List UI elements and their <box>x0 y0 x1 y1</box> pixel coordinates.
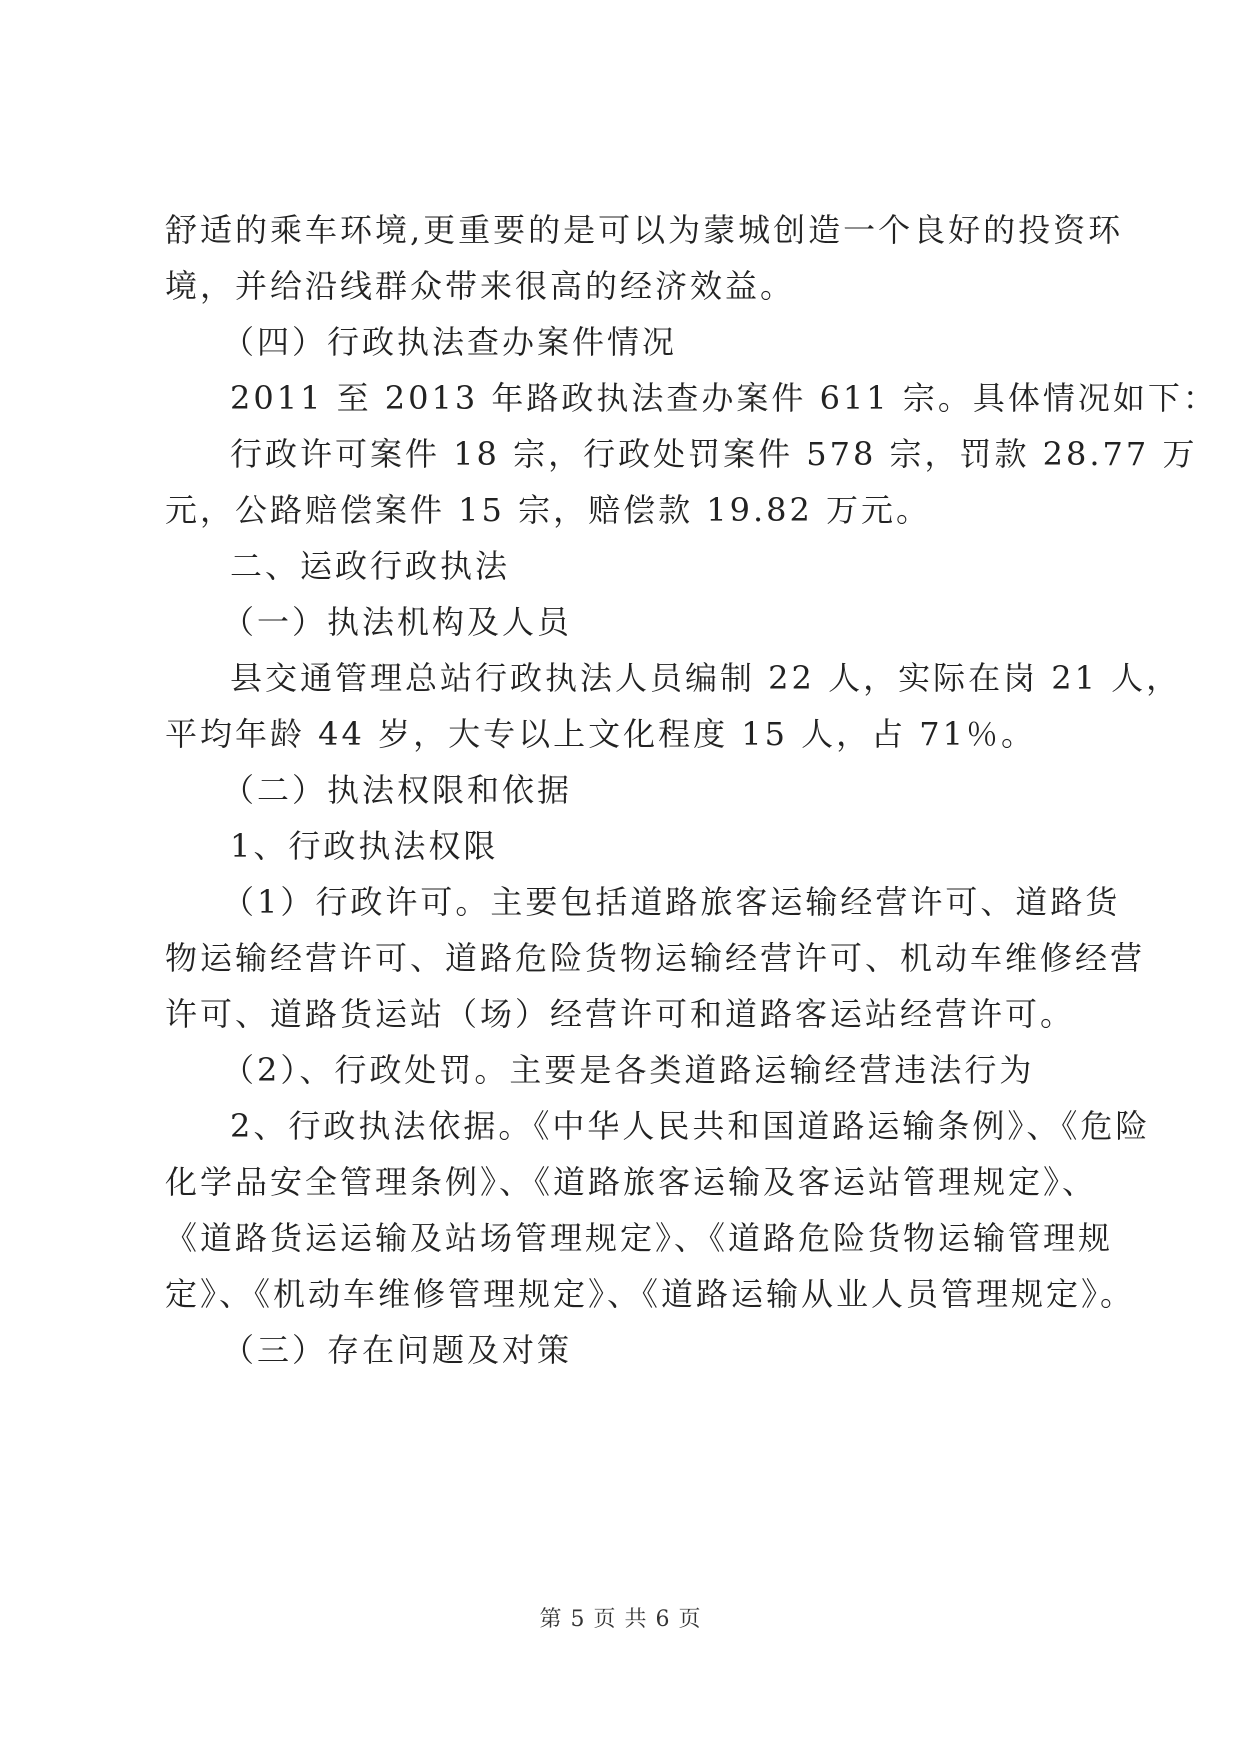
section-heading: （四）行政执法查办案件情况 <box>222 323 678 361</box>
page-number-footer: 第 5 页 共 6 页 <box>539 1607 702 1632</box>
paragraph-line: 物运输经营许可、道路危险货物运输经营许可、机动车维修经营 <box>165 939 1146 977</box>
paragraph-line: （2）、行政处罚。主要是各类道路运输经营违法行为 <box>222 1051 1035 1089</box>
section-heading: （三）存在问题及对策 <box>222 1331 573 1369</box>
paragraph-line: 平均年龄 44 岁，大专以上文化程度 15 人，占 71％。 <box>165 715 1037 753</box>
paragraph-line: 境，并给沿线群众带来很高的经济效益。 <box>165 267 796 305</box>
section-heading: （二）执法权限和依据 <box>222 771 573 809</box>
paragraph-line: 元，公路赔偿案件 15 宗，赔偿款 19.82 万元。 <box>165 491 932 529</box>
section-heading: 二、运政行政执法 <box>230 547 511 585</box>
section-heading: 1、行政执法权限 <box>230 827 499 865</box>
paragraph-line: 《道路货运运输及站场管理规定》、《道路危险货物运输管理规 <box>165 1219 1114 1257</box>
paragraph-line: 化学品安全管理条例》、《道路旅客运输及客运站管理规定》、 <box>165 1163 1098 1201</box>
paragraph-line: 县交通管理总站行政执法人员编制 22 人，实际在岗 21 人， <box>230 659 1182 697</box>
paragraph-line: 许可、道路货运站（场）经营许可和道路客运站经营许可。 <box>165 995 1076 1033</box>
section-heading: （一）执法机构及人员 <box>222 603 573 641</box>
paragraph-line: （1）行政许可。主要包括道路旅客运输经营许可、道路货 <box>222 883 1121 921</box>
paragraph-line: 2011 至 2013 年路政执法查办案件 611 宗。具体情况如下： <box>230 379 1218 417</box>
paragraph-line: 定》、《机动车维修管理规定》、《道路运输从业人员管理规定》。 <box>165 1275 1136 1313</box>
paragraph-line: 行政许可案件 18 宗，行政处罚案件 578 宗，罚款 28.77 万 <box>230 435 1198 473</box>
paragraph-line: 舒适的乘车环境,更重要的是可以为蒙城创造一个良好的投资环 <box>165 211 1124 249</box>
paragraph-line: 2、行政执法依据。《中华人民共和国道路运输条例》、《危险 <box>230 1107 1151 1145</box>
